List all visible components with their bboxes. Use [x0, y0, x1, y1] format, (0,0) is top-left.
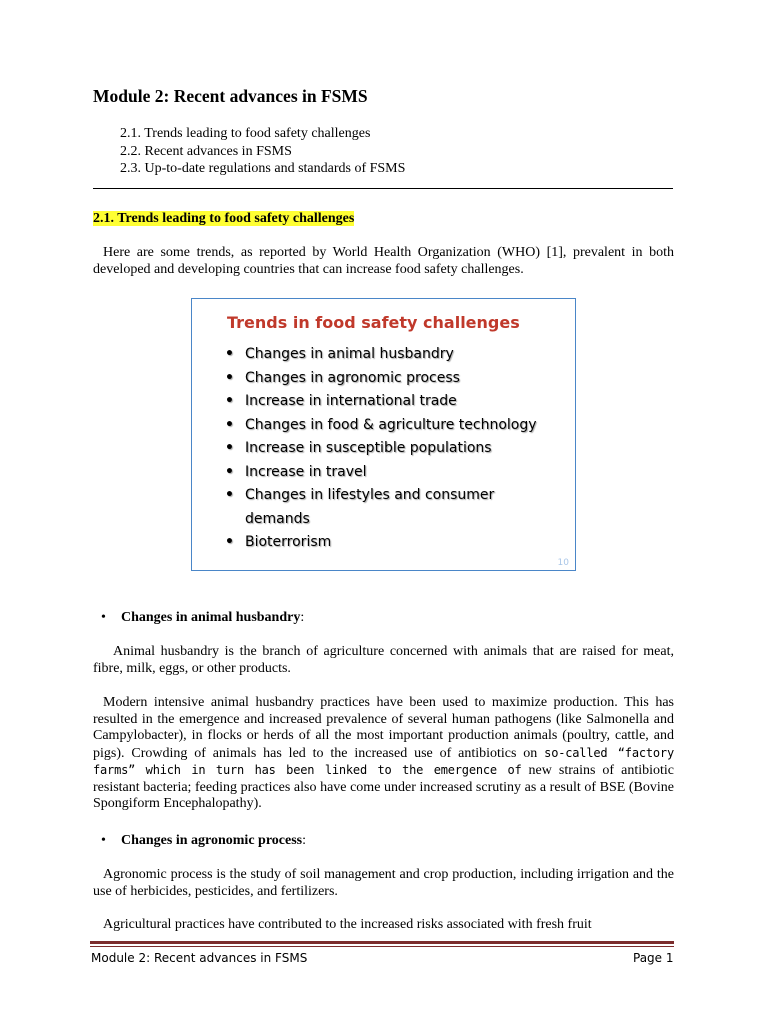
page-title: Module 2: Recent advances in FSMS — [93, 86, 368, 106]
bullet-colon: : — [300, 610, 305, 625]
trends-figure — [191, 298, 576, 571]
divider — [93, 188, 673, 189]
bullet-icon: • — [101, 610, 106, 625]
paragraph-text: Modern intensive animal husbandry practices have been used to maximize production. This has resulted in the emergence and increased prevalence of several human pathogens (like Salmonella and Campylobacter), in flocks or herds of all the most important production animals (poultry, cattle, and pigs). Crowding of animals has led to the increased use of antibiotics on — [93, 695, 674, 761]
figure-bullet-continuation: demands — [245, 510, 310, 527]
intro-paragraph: Here are some trends, as reported by World Health Organization (WHO) [1], prevalent in both developed and developing countries that can increase food safety challenges. — [93, 245, 674, 277]
toc-item: 2.1. Trends leading to food safety challenges — [120, 126, 371, 141]
paragraph-intensive-husbandry — [93, 695, 674, 813]
figure-bullet-item — [222, 484, 537, 531]
bullet-icon: • — [101, 833, 106, 848]
paragraph-text-alt-font: so-called “factory farms” which in turn has been linked to the emergence of — [93, 745, 674, 777]
bullet-label: Changes in animal husbandry — [121, 610, 301, 625]
figure-bullet-item: • Increase in travel — [222, 461, 537, 485]
bullet-heading-agronomic-process — [101, 832, 306, 849]
highlighted-heading-text: 2.1. Trends leading to food safety challenges — [93, 211, 355, 226]
figure-title: Trends in food safety challenges — [227, 313, 520, 332]
paragraph-husbandry-definition: Animal husbandry is the branch of agriculture concerned with animals that are raised for meat, fibre, milk, eggs, or other products. — [93, 644, 674, 676]
table-of-contents — [120, 125, 405, 178]
figure-bullet-item: • Changes in food & agriculture technology — [222, 414, 537, 438]
paragraph-text: new strains of antibiotic resistant bacteria; feeding practices also have come under increased scrutiny as a result of BSE (Bovine Spongiform Encephalopathy). — [93, 763, 674, 811]
toc-item: 2.2. Recent advances in FSMS — [120, 143, 292, 159]
footer-page-number: Page 1 — [633, 951, 674, 965]
paragraph-agricultural-practices: Agricultural practices have contributed to the increased risks associated with fresh fruit — [103, 917, 592, 932]
section-heading — [93, 210, 354, 228]
paragraph-agronomic-process: Agronomic process is the study of soil management and crop production, including irrigation and the use of herbicides, pesticides, and fertilizers. — [93, 867, 674, 899]
figure-slide-number: 10 — [557, 558, 569, 568]
bullet-colon: : — [302, 833, 306, 848]
bullet-label: Changes in agronomic process — [121, 833, 303, 848]
figure-bullet-item: • Changes in animal husbandry — [222, 343, 537, 367]
figure-bullet-item: • Increase in international trade — [222, 390, 537, 414]
figure-bullet-item: • Bioterrorism — [222, 531, 537, 555]
figure-bullet-list — [222, 343, 537, 555]
footer-divider — [90, 941, 674, 944]
figure-bullet-item: • Changes in agronomic process — [222, 367, 537, 391]
figure-bullet-item: • Increase in susceptible populations — [222, 437, 537, 461]
footer-divider-thin — [90, 946, 674, 947]
bullet-heading-animal-husbandry — [101, 609, 304, 626]
toc-item: 2.3. Up-to-date regulations and standards of FSMS — [120, 161, 406, 176]
figure-bullet-text: Changes in lifestyles and consumer — [245, 487, 495, 503]
footer-module-title: Module 2: Recent advances in FSMS — [91, 951, 308, 965]
